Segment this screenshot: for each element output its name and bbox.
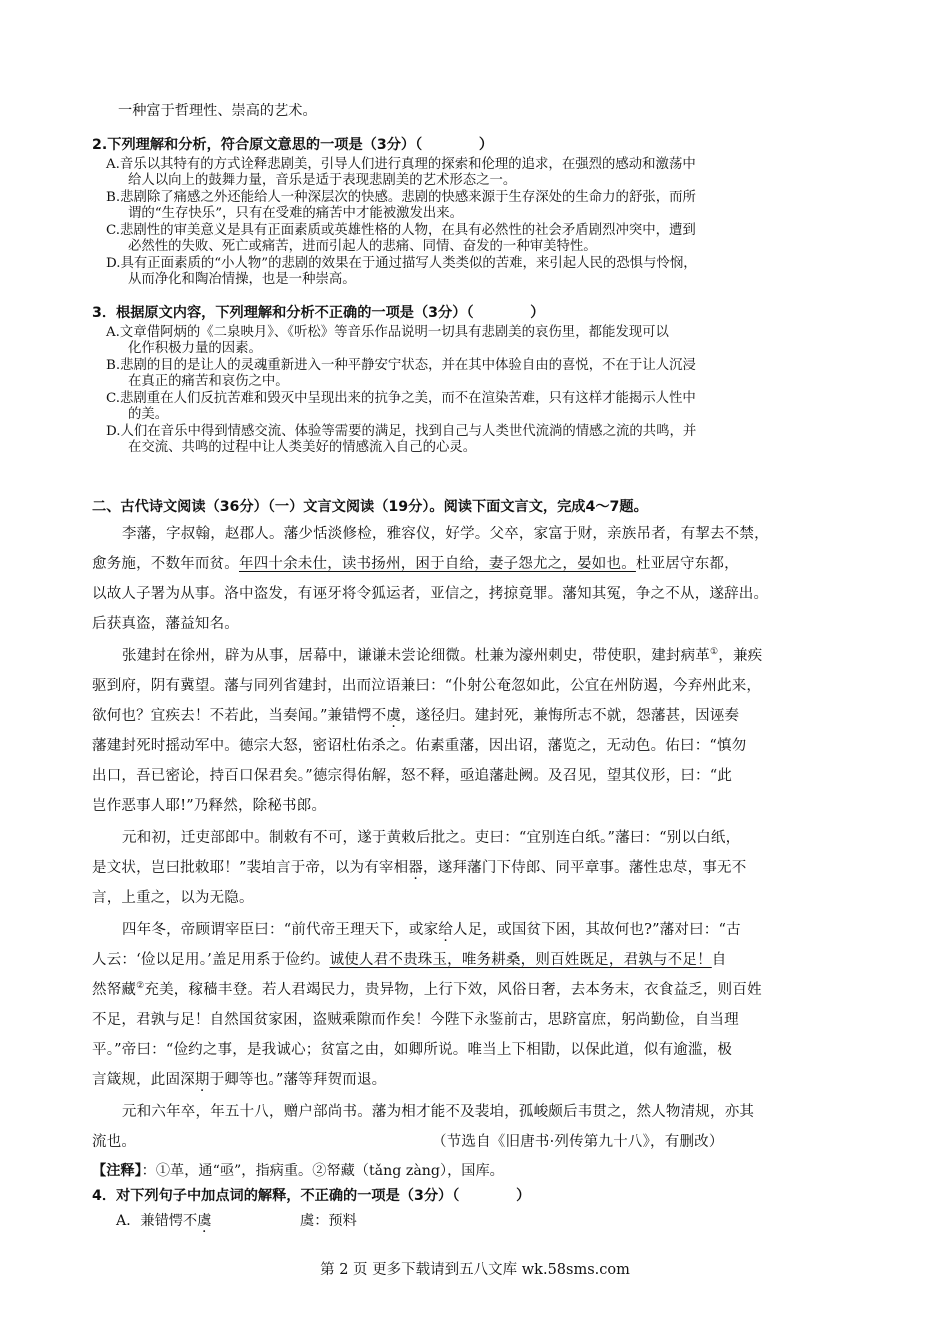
q2-option-c-cont: 必然性的失败、死亡或痛苦，进而引起人的悲痛、同情、奋发的一种审美特性。 xyxy=(128,239,597,254)
p4-line-1-end: 人足，或国贫下困，其故何也?”藩对曰：“古 xyxy=(453,922,741,938)
p4-line-4: 不足，君孰与足！自然国贫家困，盗贼乘隙而作矣！今陛下永鉴前古，思跻富庶，躬尚勤俭，自当理 xyxy=(92,1012,739,1028)
underlined-sentence-1: 年四十余未仕，读书扬州，困于自给，妻子怨尤之，晏如也。 xyxy=(239,556,636,572)
p3-line-2-start: 是文状，岂曰批敕耶！”裴垍言于帝，以为有宰相 xyxy=(92,860,409,876)
q3-option-b-cont: 在真正的痛苦和哀伤之中。 xyxy=(128,374,289,389)
underlined-sentence-2: 诚使人君不贵珠玉，唯务耕桑，则百姓既足，君孰与不足！ xyxy=(329,952,712,968)
note-label: 【注释】 xyxy=(92,1163,142,1179)
p4-line-5: 平。”帝曰：“俭约之事，是我诚心；贫富之由，如卿所说。唯当上下相勖，以保此道，似有逾滥，极 xyxy=(92,1042,733,1058)
q2-stem: 2.下列理解和分析，符合原文意思的一项是（3分）（ ） xyxy=(92,137,494,153)
dotted-word-ji: 给 xyxy=(438,922,454,938)
dotted-word-yu: 虞 xyxy=(386,708,402,724)
q2-option-b-cont: 谓的“生存快乐”，只有在受难的痛苦中才能被激发出来。 xyxy=(128,206,464,221)
source-citation: （节选自《旧唐书·列传第九十八》，有删改） xyxy=(432,1134,724,1150)
p2-line-3-end: ，遂径归。建封死，兼悔所志不就，怨藩甚，因诬奏 xyxy=(401,708,740,724)
p4-line-6-end: 于卿等也。”藩等拜贺而退。 xyxy=(209,1072,387,1088)
p5-line-1: 元和六年卒，年五十八，赠户部尚书。藩为相才能不及裴垍，孤峻颇后韦贯之，然人物清规，亦其 xyxy=(122,1104,755,1120)
p4-line-3 xyxy=(92,978,762,999)
annotation-note xyxy=(92,1160,504,1180)
p4-line-1-start: 四年冬，帝顾谓宰臣曰：“前代帝王理天下，或家 xyxy=(122,922,439,938)
p3-line-3: 言，上重之，以为无隐。 xyxy=(92,890,254,906)
q3-stem: 3．根据原文内容，下列理解和分析不正确的一项是（3分）（ ） xyxy=(92,305,545,321)
q3-option-a: A.文章借阿炳的《二泉映月》、《听松》等音乐作品说明一切具有悲剧美的哀伤里，都能发现可以 xyxy=(106,325,669,340)
q3-option-d-cont: 在交流、共鸣的过程中让人类美好的情感流入自己的心灵。 xyxy=(128,440,477,455)
p2-line-1-text: 张建封在徐州，辟为从事，居幕中，谦谦未尝论细微。杜兼为濠州刺史，带使职，建封病革 xyxy=(122,648,710,664)
p1-line-3: 以故人子署为从事。洛中盗发，有诬牙将令狐运者，亚信之，拷掠竟罪。藩知其冤，争之不从，遂辞出。 xyxy=(92,586,769,602)
q3-option-c-cont: 的美。 xyxy=(128,407,169,422)
p4-line-2 xyxy=(92,948,726,969)
p4-line-3-end: 充美，稼穑丰登。若人君竭民力，贵异物，上行下效，风俗日奢，去本务末，衣食益乏，则百姓 xyxy=(144,982,762,998)
p1-line-2 xyxy=(92,552,739,573)
q3-option-b: B.悲剧的目的是让人的灵魂重新进入一种平静安宁状态，并在其中体验自由的喜悦，不在于让人沉浸 xyxy=(106,358,696,373)
p2-line-3-start: 欲何也？宜疾去！不若此，当奏闻。”兼错愕不 xyxy=(92,708,387,724)
p2-line-1-end: ，兼疾 xyxy=(718,648,763,664)
p2-line-4: 藩建封死时摇动军中。德宗大怒，密诏杜佑杀之。佑素重藩，因出诏，藩览之，无动色。佑曰：“慎勿 xyxy=(92,738,747,754)
p2-line-5: 出口，吾已密论，持百口保君矣。”德宗得佑解，怒不释，亟追藩赴阙。及召见，望其仪形，曰：“此 xyxy=(92,768,733,784)
dotted-word-yu-2: 虞 xyxy=(197,1213,212,1229)
p4-line-6 xyxy=(92,1068,386,1089)
q2-option-d-cont: 从而净化和陶冶情操，也是一种崇高。 xyxy=(128,272,356,287)
footnote-ref-1: ① xyxy=(710,647,719,658)
q4-option-a-sentence: A．兼错愕不 xyxy=(116,1213,198,1229)
dotted-word-qi2: 期 xyxy=(194,1072,210,1088)
q3-option-a-cont: 化作积极力量的因素。 xyxy=(128,341,262,356)
p3-line-2 xyxy=(92,856,746,877)
q4-option-a xyxy=(116,1210,211,1230)
p4-line-3-start: 然帑藏 xyxy=(92,982,137,998)
p1-line-1: 李藩，字叔翰，赵郡人。藩少恬淡修检，雅容仪，好学。父卒，家富于财，亲族吊者，有挈去不禁， xyxy=(122,526,769,542)
p3-line-2-end: ，遂拜藩门下侍郎、同平章事。藩性忠荩，事无不 xyxy=(423,860,747,876)
p1-line-4: 后获真盗，藩益知名。 xyxy=(92,616,239,632)
q1-tail-text: 一种富于哲理性、崇高的艺术。 xyxy=(118,103,317,119)
q4-stem: 4．对下列句子中加点词的解释，不正确的一项是（3分）（ ） xyxy=(92,1188,531,1204)
note-text: ：①革，通“亟”，指病重。②帑藏（tǎng zàng），国库。 xyxy=(141,1163,504,1179)
q3-option-d: D.人们在音乐中得到情感交流、体验等需要的满足，找到自己与人类世代流淌的情感之流的共鸣，并 xyxy=(106,424,697,439)
p2-line-1 xyxy=(122,644,762,665)
p4-line-2-start: 人云：‘俭以足用。’盖足用系于俭约。 xyxy=(92,952,330,968)
q2-option-a: A.音乐以其特有的方式诠释悲剧美，引导人们进行真理的探索和伦理的追求，在强烈的感动和激荡中 xyxy=(106,157,696,172)
q3-option-c: C.悲剧重在人们反抗苦难和毁灭中呈现出来的抗争之美，而不在渲染苦难，只有这样才能揭示人性中 xyxy=(106,391,696,406)
page-footer: 第 2 页 更多下载请到五八文库 wk.58sms.com xyxy=(320,1262,630,1278)
p4-line-1 xyxy=(122,918,741,939)
section-2-heading: 二、古代诗文阅读（36分）（一）文言文阅读（19分）。阅读下面文言文，完成4～7题。 xyxy=(92,499,648,515)
q2-option-b: B.悲剧除了痛感之外还能给人一种深层次的快感。悲剧的快感来源于生存深处的生命力的舒张，而所 xyxy=(106,190,696,205)
p4-line-6-start: 言箴规，此固深 xyxy=(92,1072,195,1088)
q2-option-a-cont: 给人以向上的鼓舞力量，音乐是适于表现悲剧美的艺术形态之一。 xyxy=(128,173,517,188)
p2-line-2: 驱到府，阴有冀望。藩与同列省建封，出而泣语兼曰：“仆射公奄忽如此，公宜在州防遏，今弃州此来， xyxy=(92,678,762,694)
p1-line-2-start: 愈务施，不数年而贫。 xyxy=(92,556,239,572)
dotted-word-qi: 器 xyxy=(408,860,424,876)
p2-line-3 xyxy=(92,704,739,725)
p1-line-2-end: 杜亚居守东都， xyxy=(635,556,739,572)
footnote-ref-2: ② xyxy=(136,981,145,992)
p3-line-1: 元和初，迁吏部郎中。制敕有不可，遂于黄敕后批之。吏曰：“宜别连白纸。”藩曰：“别以白纸， xyxy=(122,830,741,846)
p2-line-6: 岂作恶事人耶!”乃释然，除秘书郎。 xyxy=(92,798,327,814)
q4-option-a-definition: 虞：预料 xyxy=(300,1213,357,1229)
q2-option-d: D.具有正面素质的“小人物”的悲剧的效果在于通过描写人类类似的苦难，来引起人民的恐惧与怜悯， xyxy=(106,256,697,271)
p4-line-2-end: 自 xyxy=(711,952,727,968)
q2-option-c: C.悲剧性的审美意义是具有正面素质或英雄性格的人物，在具有必然性的社会矛盾剧烈冲突中，遭到 xyxy=(106,223,696,238)
p5-line-2: 流也。 xyxy=(92,1134,137,1150)
